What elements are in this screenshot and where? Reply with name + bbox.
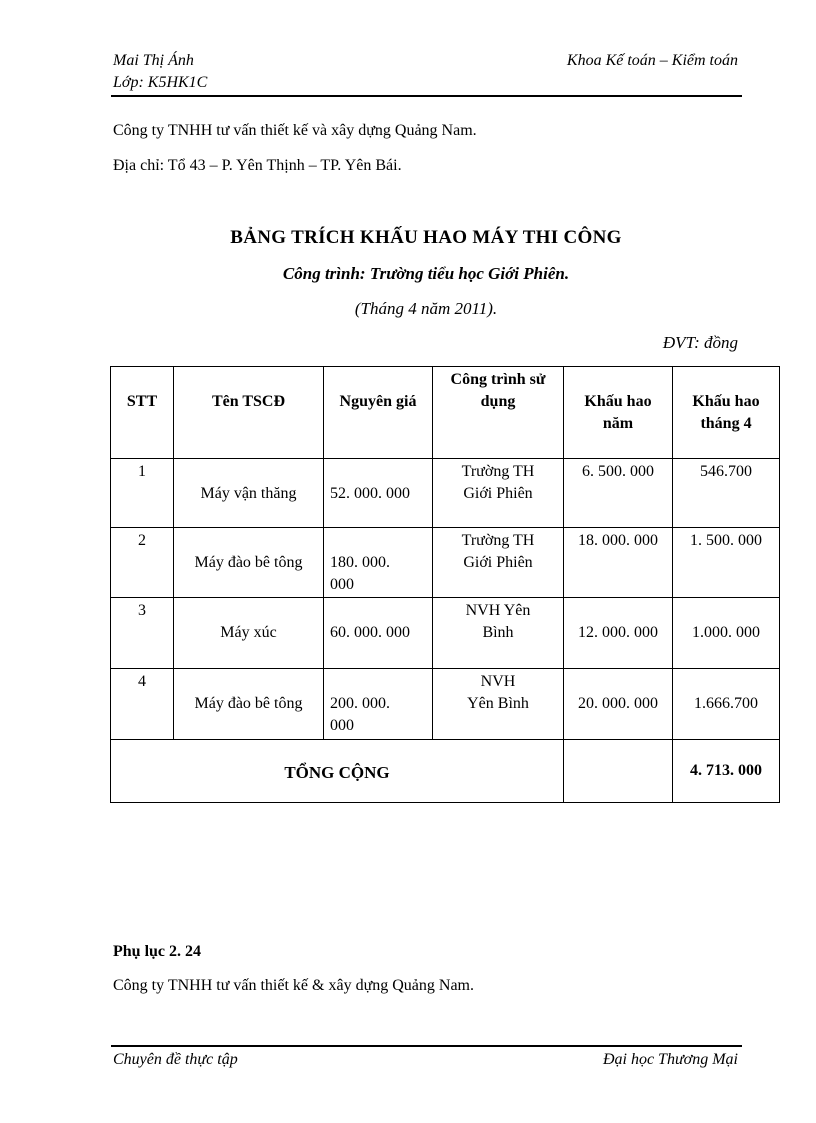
- table-row: [111, 528, 780, 598]
- header-department: Khoa Kế toán – Kiểm toán: [566, 52, 738, 69]
- cell-stt: 2: [111, 528, 174, 598]
- cell-project: NVH Yên Bình: [433, 669, 564, 740]
- header-rule: [111, 95, 742, 97]
- table-total-row: [111, 740, 780, 803]
- header-class: Lớp: K5HK1C: [113, 74, 208, 91]
- cell-stt: 3: [111, 598, 174, 669]
- appendix-label: Phụ lục 2. 24: [113, 943, 202, 960]
- header-stt: STT: [111, 367, 174, 459]
- depreciation-table: [110, 366, 780, 803]
- table-row: [111, 669, 780, 740]
- cell-stt: 4: [111, 669, 174, 740]
- cell-monthly: 546.700: [673, 459, 780, 528]
- footer-right: Đại học Thương Mại: [602, 1051, 738, 1068]
- table-row: [111, 598, 780, 669]
- cell-name: Máy vận thăng: [174, 459, 324, 528]
- cell-annual: 18. 000. 000: [564, 528, 673, 598]
- page-title: BẢNG TRÍCH KHẤU HAO MÁY THI CÔNG: [230, 227, 622, 248]
- cell-cost: 52. 000. 000: [324, 459, 433, 528]
- cell-name: Máy xúc: [174, 598, 324, 669]
- unit-label: ĐVT: đồng: [662, 333, 738, 352]
- footer-rule: [111, 1045, 742, 1047]
- cell-stt: 1: [111, 459, 174, 528]
- cell-cost: 180. 000. 000: [324, 528, 433, 598]
- cell-annual: 6. 500. 000: [564, 459, 673, 528]
- cell-project: NVH Yên Bình: [433, 598, 564, 669]
- header-monthly: Khấu hao tháng 4: [673, 367, 780, 459]
- cell-project: Trường TH Giới Phiên: [433, 459, 564, 528]
- header-author: Mai Thị Ánh: [113, 52, 194, 69]
- table-header-row: [111, 367, 780, 459]
- cell-cost: 200. 000. 000: [324, 669, 433, 740]
- cell-monthly: 1. 500. 000: [673, 528, 780, 598]
- address-line: Địa chỉ: Tổ 43 – P. Yên Thịnh – TP. Yên Bái.: [113, 157, 402, 174]
- header-cost: Nguyên giá: [324, 367, 433, 459]
- page-subtitle: Công trình: Trường tiểu học Giới Phiên.: [282, 264, 570, 283]
- cell-annual: 20. 000. 000: [564, 669, 673, 740]
- cell-monthly: 1.000. 000: [673, 598, 780, 669]
- cell-cost: 60. 000. 000: [324, 598, 433, 669]
- table-row: [111, 459, 780, 528]
- footer-left: Chuyên đề thực tập: [113, 1051, 238, 1068]
- total-label: TỔNG CỘNG: [111, 740, 564, 803]
- cell-monthly: 1.666.700: [673, 669, 780, 740]
- total-value: 4. 713. 000: [673, 740, 780, 803]
- appendix-company: Công ty TNHH tư vấn thiết kế & xây dựng Quảng Nam.: [113, 977, 474, 994]
- header-project: Công trình sử dụng: [433, 367, 564, 459]
- cell-name: Máy đào bê tông: [174, 528, 324, 598]
- period-text: (Tháng 4 năm 2011).: [354, 299, 498, 318]
- header-name: Tên TSCĐ: [174, 367, 324, 459]
- cell-annual: 12. 000. 000: [564, 598, 673, 669]
- cell-name: Máy đào bê tông: [174, 669, 324, 740]
- total-empty-cell: [564, 740, 673, 803]
- cell-project: Trường TH Giới Phiên: [433, 528, 564, 598]
- company-line: Công ty TNHH tư vấn thiết kế và xây dựng Quảng Nam.: [113, 122, 477, 139]
- header-annual: Khấu hao năm: [564, 367, 673, 459]
